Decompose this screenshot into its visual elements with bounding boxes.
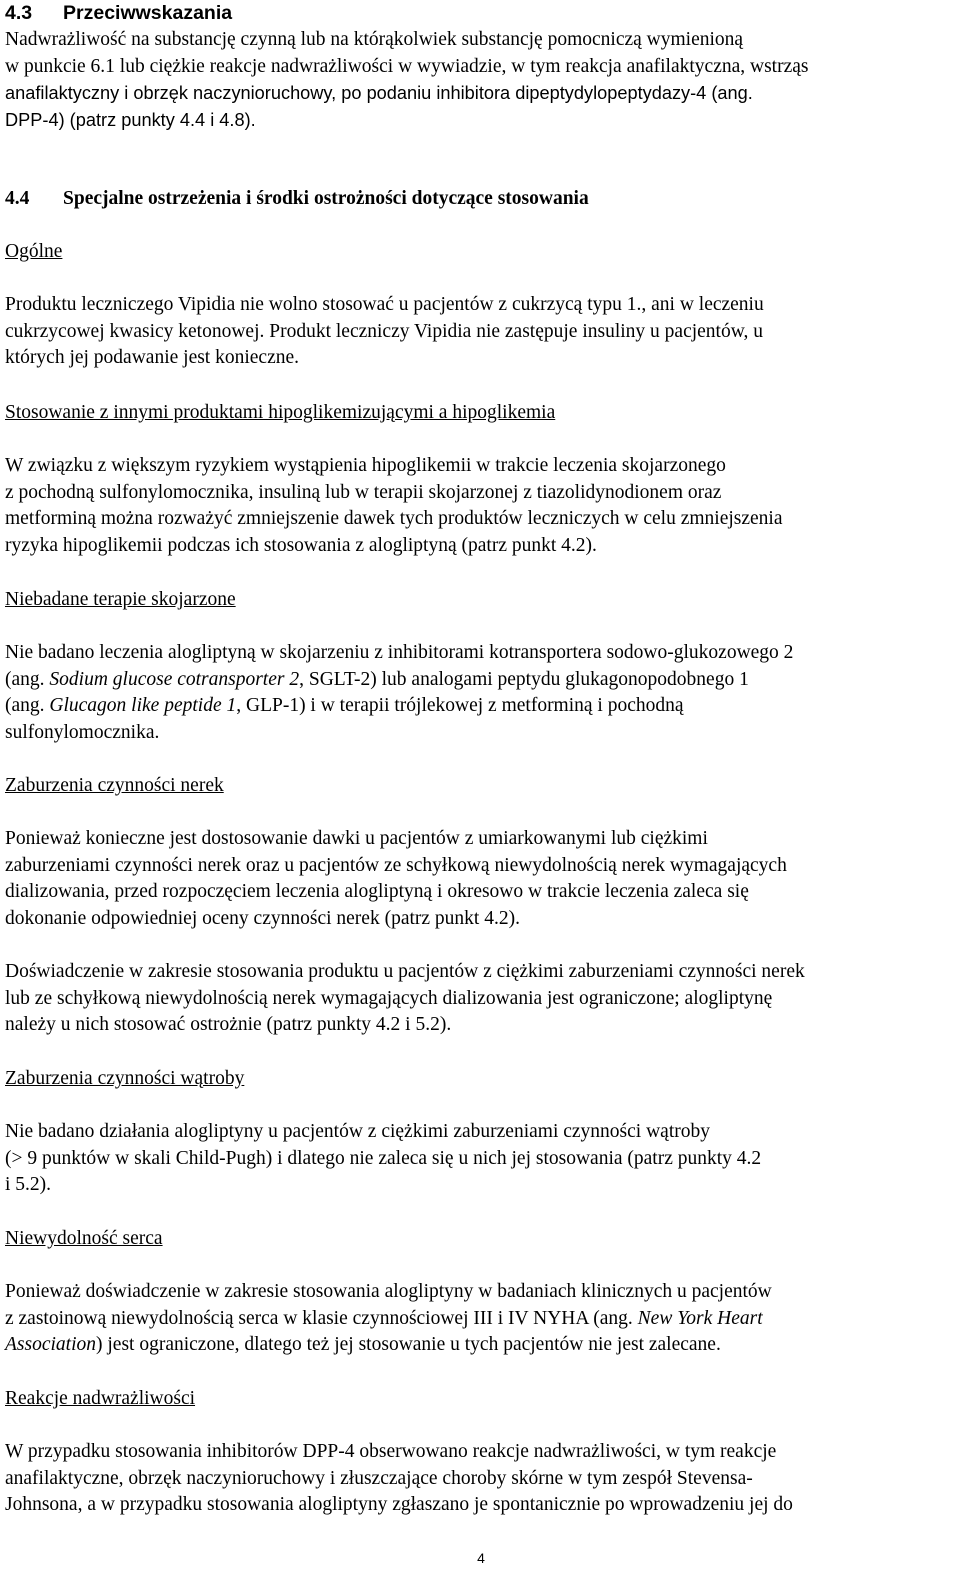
paragraph-line: lub ze schyłkową niewydolnością nerek wymagających dializowania jest ograniczone; alogliptynę xyxy=(5,987,773,1009)
paragraph-line: w punkcie 6.1 lub ciężkie reakcje nadwrażliwości w wywiadzie, w tym reakcja anafilaktyczna, wstrząs xyxy=(5,55,809,77)
italic-term: New York Heart xyxy=(637,1307,763,1329)
paragraph-line: anafilaktyczny i obrzęk naczynioruchowy, po podaniu inhibitora dipeptydylopeptydazy-4 (ang. xyxy=(5,83,753,103)
paragraph-line: zaburzeniami czynności nerek oraz u pacjentów ze schyłkową niewydolnością nerek wymagających xyxy=(5,854,787,876)
paragraph-line xyxy=(5,693,957,720)
paragraph-line: Ponieważ doświadczenie w zakresie stosowania alogliptyny w badaniach klinicznych u pacjentów xyxy=(5,1281,772,1302)
paragraph-line: metforminą można rozważyć zmniejszenie dawek tych produktów leczniczych w celu zmniejszenia xyxy=(5,508,783,529)
paragraph-line: DPP-4) (patrz punkty 4.4 i 4.8). xyxy=(5,109,256,130)
untested-combinations-paragraph xyxy=(5,640,957,746)
paragraph-line: z pochodną sulfonylomocznika, insuliną lub w terapii skojarzonej z tiazolidynodionem oraz xyxy=(5,481,722,503)
section-4-3-paragraph xyxy=(5,27,957,133)
section-4-3-heading xyxy=(5,0,957,27)
heart-failure-paragraph xyxy=(5,1279,957,1359)
section-4-3-number: 4.3 xyxy=(5,2,33,24)
paragraph-line: Nadwrażliwość na substancję czynną lub na którąkolwiek substancję pomocniczą wymienioną xyxy=(5,29,744,50)
untested-combinations-subheading: Niebadane terapie skojarzone xyxy=(5,589,236,610)
hepatic-paragraph xyxy=(5,1119,957,1199)
paragraph-line: sulfonylomocznika. xyxy=(5,721,160,743)
paragraph-line: i 5.2). xyxy=(5,1174,52,1195)
text-fragment: z zastoinową niewydolnością serca w klasie czynnościowej III i IV NYHA (ang. xyxy=(5,1307,638,1329)
paragraph-line: W związku z większym ryzykiem wystąpienia hipoglikemii w trakcie leczenia skojarzonego xyxy=(5,455,726,476)
renal-paragraph-1 xyxy=(5,826,957,932)
paragraph-line: Produktu leczniczego Vipidia nie wolno stosować u pacjentów z cukrzycą typu 1., ani w leczeniu xyxy=(5,294,764,315)
general-paragraph xyxy=(5,292,957,372)
paragraph-line: Ponieważ konieczne jest dostosowanie dawki u pacjentów z umiarkowanymi lub ciężkimi xyxy=(5,828,708,849)
renal-paragraph-2 xyxy=(5,959,957,1039)
paragraph-line xyxy=(5,667,957,694)
hypersensitivity-paragraph xyxy=(5,1439,957,1519)
paragraph-line: (> 9 punktów w skali Child-Pugh) i dlatego nie zaleca się u nich jej stosowania (patrz punkty 4.2 xyxy=(5,1147,762,1169)
paragraph-line: cukrzycowej kwasicy ketonowej. Produkt leczniczy Vipidia nie zastępuje insuliny u pacjentów, u xyxy=(5,320,764,342)
text-fragment: , SGLT-2) lub analogami peptydu glukagonopodobnego 1 xyxy=(299,668,749,690)
paragraph-line: dializowania, przed rozpoczęciem leczenia alogliptyną i okresowo w trakcie leczenia zaleca się xyxy=(5,881,749,902)
italic-term: Glucagon like peptide 1 xyxy=(49,695,237,716)
page-number: 4 xyxy=(477,1550,485,1566)
paragraph-line: których jej podawanie jest konieczne. xyxy=(5,347,300,368)
hypoglycemia-subheading: Stosowanie z innymi produktami hipoglikemizującymi a hipoglikemia xyxy=(5,402,556,423)
paragraph-line: należy u nich stosować ostrożnie (patrz punkty 4.2 i 5.2). xyxy=(5,1014,452,1035)
paragraph-line: Doświadczenie w zakresie stosowania produktu u pacjentów z ciężkimi zaburzeniami czynności nerek xyxy=(5,961,805,982)
section-4-4-title: Specjalne ostrzeżenia i środki ostrożności dotyczące stosowania xyxy=(63,188,589,209)
italic-term: Association xyxy=(5,1334,96,1355)
paragraph-line: ryzyka hipoglikemii podczas ich stosowania z alogliptyną (patrz punkt 4.2). xyxy=(5,534,597,556)
text-fragment: (ang. xyxy=(5,695,50,716)
paragraph-line: W przypadku stosowania inhibitorów DPP-4 obserwowano reakcje nadwrażliwości, w tym reakcje xyxy=(5,1441,777,1462)
paragraph-line: Nie badano leczenia alogliptyną w skojarzeniu z inhibitorami kotransportera sodowo-glukozowego 2 xyxy=(5,642,794,663)
hypersensitivity-subheading: Reakcje nadwrażliwości xyxy=(5,1388,196,1409)
text-fragment: (ang. xyxy=(5,668,50,690)
hypoglycemia-paragraph xyxy=(5,453,957,559)
section-4-4-heading xyxy=(5,186,957,213)
paragraph-line: anafilaktyczne, obrzęk naczynioruchowy i złuszczające choroby skórne w tym zespół Stevensa- xyxy=(5,1467,753,1489)
renal-subheading: Zaburzenia czynności nerek xyxy=(5,775,224,796)
heart-failure-subheading: Niewydolność serca xyxy=(5,1228,163,1249)
section-4-3-title: Przeciwwskazania xyxy=(63,2,233,24)
text-fragment: ) jest ograniczone, dlatego też jej stosowanie u tych pacjentów nie jest zalecane. xyxy=(96,1334,721,1355)
section-4-4-number: 4.4 xyxy=(5,188,30,209)
italic-term: Sodium glucose cotransporter 2 xyxy=(49,668,300,690)
paragraph-line: dokonanie odpowiedniej oceny czynności nerek (patrz punkt 4.2). xyxy=(5,907,520,929)
hepatic-subheading: Zaburzenia czynności wątroby xyxy=(5,1068,245,1089)
paragraph-line xyxy=(5,1332,957,1359)
text-fragment: , GLP-1) i w terapii trójlekowej z metforminą i pochodną xyxy=(236,695,684,716)
paragraph-line: Johnsona, a w przypadku stosowania alogliptyny zgłaszano je spontanicznie po wprowadzeniu jej do xyxy=(5,1494,793,1515)
general-subheading: Ogólne xyxy=(5,241,63,262)
paragraph-line: Nie badano działania alogliptyny u pacjentów z ciężkimi zaburzeniami czynności wątroby xyxy=(5,1121,710,1142)
paragraph-line xyxy=(5,1306,957,1333)
